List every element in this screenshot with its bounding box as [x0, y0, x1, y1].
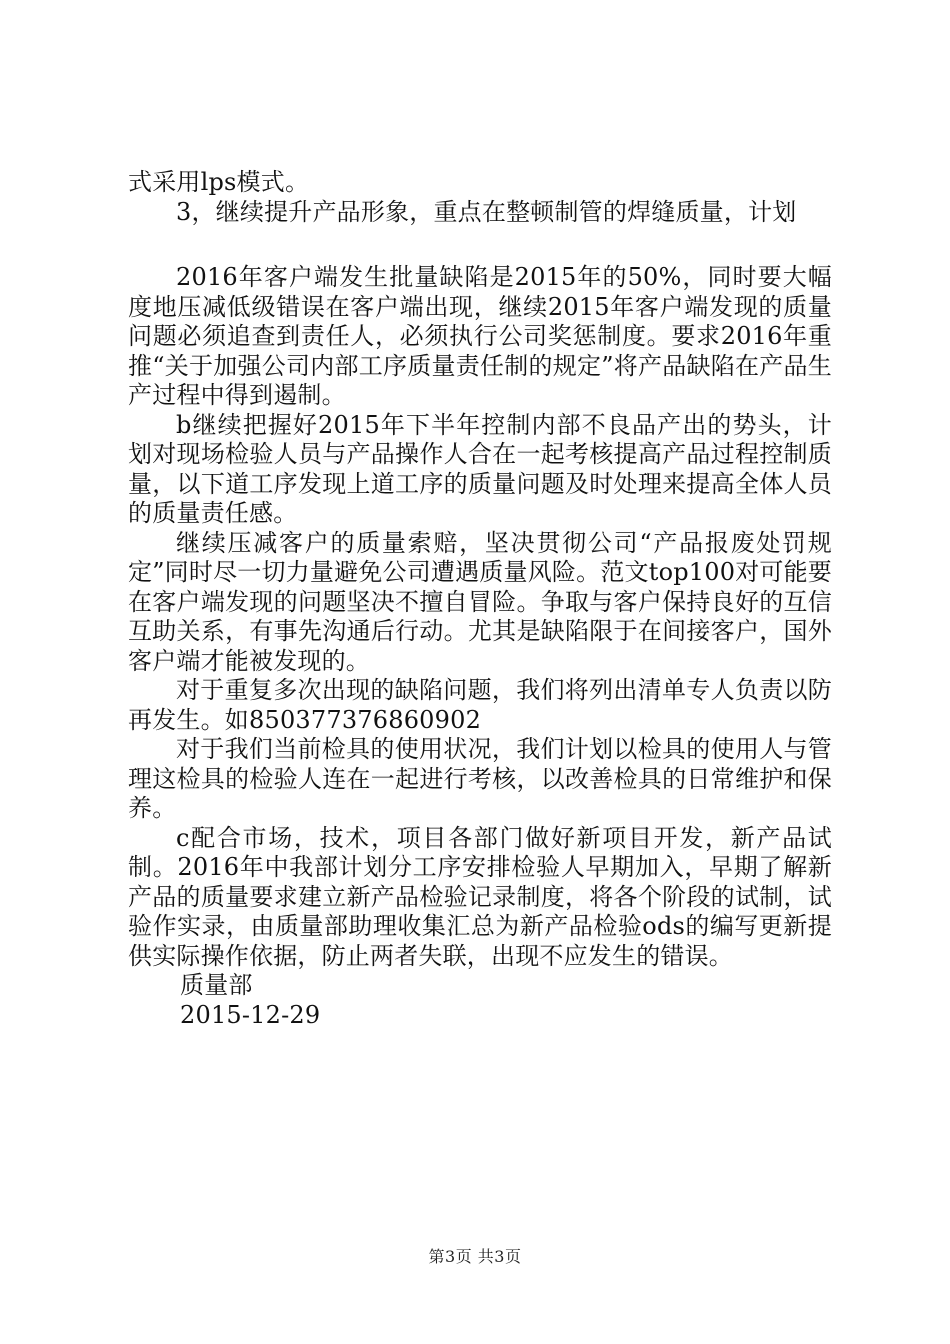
signature-date: 2015-12-29 [180, 1000, 321, 1029]
paragraph-repeat-defects: 对于重复多次出现的缺陷问题，我们将列出清单专人负责以防再发生。如850377376860902 [128, 676, 832, 734]
signature-department: 质量部 [180, 971, 253, 999]
paragraph-gap [128, 227, 832, 263]
paragraph-item-b: b继续把握好2015年下半年控制内部不良品产出的势头，计划对现场检验人员与产品操作人合在一起考核提高产品过程控制质量，以下道工序发现上道工序的质量问题及时处理来提高全体人员的质量责任感。 [128, 410, 832, 527]
paragraph-gauges: 对于我们当前检具的使用状况，我们计划以检具的使用人与管理这检具的检验人连在一起进行考核，以改善检具的日常维护和保养。 [128, 735, 832, 822]
paragraph-defect-target: 2016年客户端发生批量缺陷是2015年的50%，同时要大幅度地压减低级错误在客户端出现，继续2015年客户端发现的质量问题必须追查到责任人，必须执行公司奖惩制度。要求2016年重推“关于加强公司内部工序质量责任制的规定”将产品缺陷在产品生产过程中得到遏制。 [128, 263, 832, 409]
paragraph-item-3: 3，继续提升产品形象，重点在整顿制管的焊缝质量，计划 [176, 197, 797, 226]
document-body [128, 168, 832, 1030]
paragraph-continuation: 式采用lps模式。 [128, 168, 310, 196]
paragraph-claims: 继续压减客户的质量索赔，坚决贯彻公司“产品报废处罚规定”同时尽一切力量避免公司遭遇质量风险。范文top100对可能要在客户端发现的问题坚决不擅自冒险。争取与客户保持良好的互信互助关系，有事先沟通后行动。尤其是缺陷限于在间接客户，国外客户端才能被发现的。 [128, 528, 832, 675]
page-footer: 第3页 共3页 [428, 1247, 522, 1266]
paragraph-item-c: c配合市场，技术，项目各部门做好新项目开发，新产品试制。2016年中我部计划分工序安排检验人早期加入，早期了解新产品的质量要求建立新产品检验记录制度，将各个阶段的试制，试验作实录，由质量部助理收集汇总为新产品检验ods的编写更新提供实际操作依据，防止两者失联，出现不应发生的错误。 [128, 823, 832, 970]
